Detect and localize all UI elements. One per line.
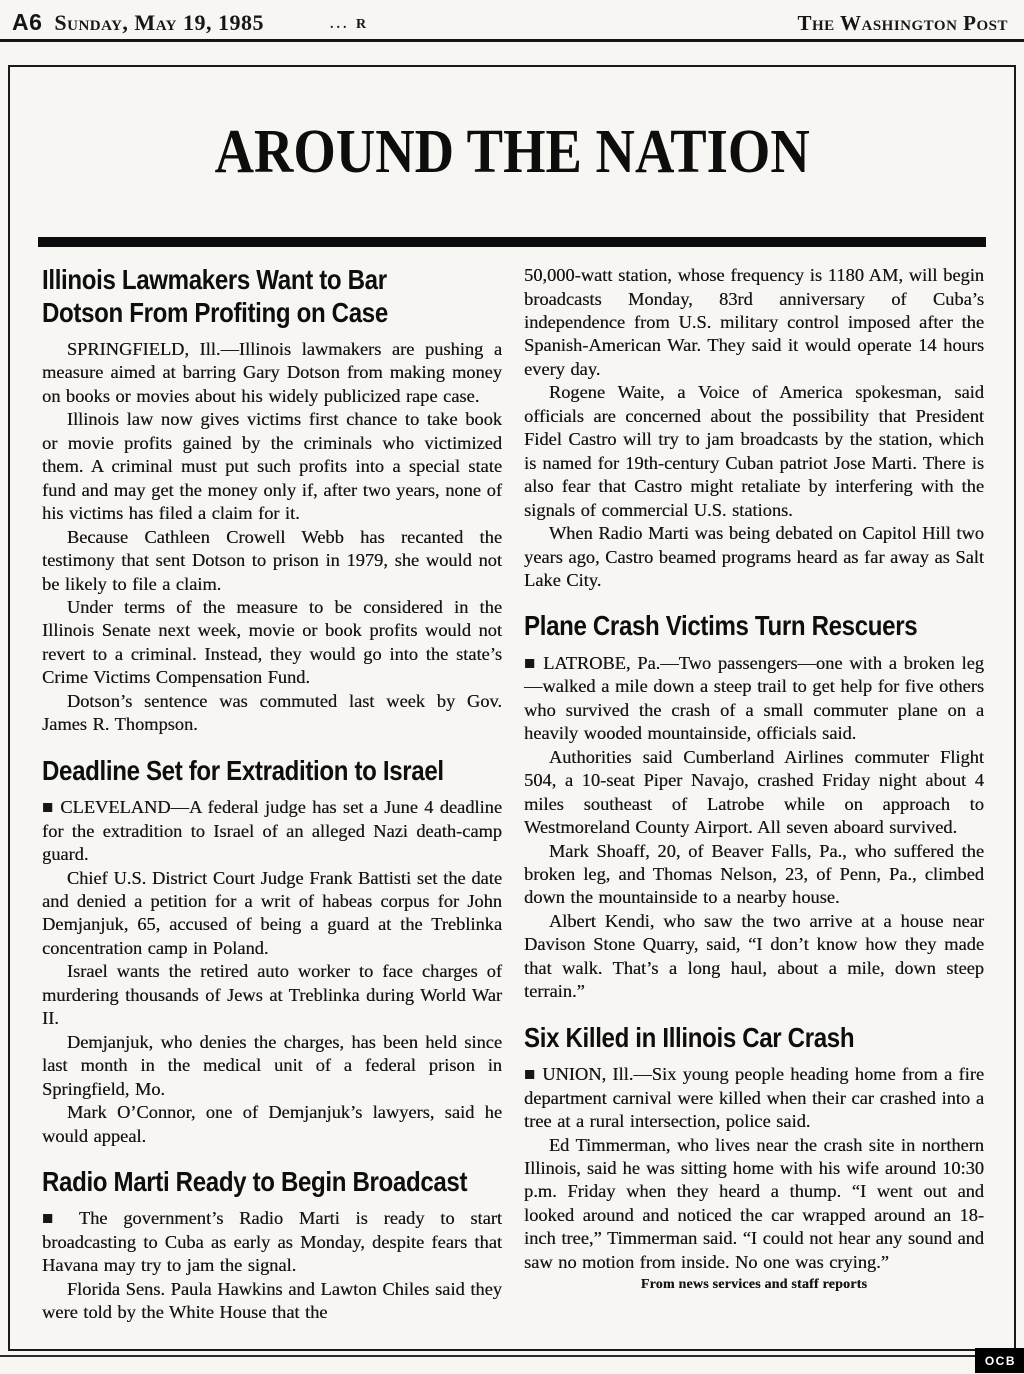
title-divider <box>38 237 986 247</box>
story-paragraph: Authorities said Cumberland Airlines commuter Flight 504, a 10-seat Piper Navajo, crashed Friday night about 4 miles southeast of Latrobe while on approach to Westmoreland County Airport. All seven aboard survived. <box>524 746 984 838</box>
story-headline <box>524 1022 984 1054</box>
story-lead-paragraph: ■ UNION, Ill.—Six young people heading home from a fire department carnival were killed when their car crashed into a tree at a rural intersection, police said. <box>524 1064 984 1132</box>
masthead <box>0 0 1024 36</box>
right-column <box>524 262 984 1325</box>
story-headline-line: Illinois Lawmakers Want to Bar <box>42 264 387 296</box>
story-paragraph: Chief U.S. District Court Judge Frank Battisti set the date and denied a petition for a writ of habeas corpus for John Demjanjuk, 65, accused of being a guard at the Treblinka concentration camp in Poland. <box>42 867 502 958</box>
masthead-divider <box>0 39 1024 42</box>
story-paragraph: Demjanjuk, who denies the charges, has been held since last month in the medical unit of a federal prison in Springfield, Mo. <box>42 1031 502 1099</box>
edition-mark: ... R <box>329 17 370 32</box>
story-headline-line: Dotson From Profiting on Case <box>42 296 388 328</box>
story-lead-paragraph: ■ The government’s Radio Marti is ready to start broadcasting to Cuba as early as Monday, despite fears that Havana may try to jam the signal. <box>42 1208 502 1276</box>
ocb-badge: OCB <box>975 1348 1024 1373</box>
story-paragraph: Ed Timmerman, who lives near the crash site in northern Illinois, said he was sitting home with his wife around 10:30 p.m. Friday when they heard a thump. “I went out and looked around and noticed the car wrapped around an 18-inch tree,” Timmerman said. “I could not hear any sound and saw no motion from inside. No one was crying.” <box>524 1134 984 1272</box>
masthead-left <box>12 9 369 36</box>
section-title-wrap <box>10 79 1014 224</box>
story-headline-line: Deadline Set for Extradition to Israel <box>42 754 444 786</box>
story-paragraph: SPRINGFIELD, Ill.—Illinois lawmakers are pushing a measure aimed at barring Gary Dotson from making money on books or movies about his widely publicized rape case. <box>42 339 502 406</box>
story-paragraph: When Radio Marti was being debated on Capitol Hill two years ago, Castro beamed programs heard as far away as Salt Lake City. <box>524 523 984 590</box>
story-paragraph: 50,000-watt station, whose frequency is 1180 AM, will begin broadcasts Monday, 83rd anniversary of Cuba’s independence from U.S. military control imposed after the Spanish-American War. They said it would operate 14 hours every day. <box>524 265 984 379</box>
section-box <box>8 65 1016 1351</box>
page-bottom-divider <box>0 1355 1024 1357</box>
left-column <box>42 262 502 1325</box>
story-paragraph: Israel wants the retired auto worker to face charges of murdering thousands of Jews at Treblinka during World War II. <box>42 961 502 1029</box>
story-headline-line: Six Killed in Illinois Car Crash <box>524 1021 855 1053</box>
date: Sunday, May 19, 1985 <box>54 10 264 35</box>
story-paragraph: Albert Kendi, who saw the two arrive at a house near Davison Stone Quarry, said, “I don’t know how they made that walk. That’s a long haul, about a mile, down steep terrain.” <box>524 910 984 1002</box>
story-paragraph: Mark O’Connor, one of Demjanjuk’s lawyers, said he would appeal. <box>42 1102 502 1146</box>
story-paragraph: Under terms of the measure to be considered in the Illinois Senate next week, movie or book profits would not revert to a criminal. Instead, they would go into the state’s Crime Victims Compensation Fund. <box>42 596 502 688</box>
story-headline <box>524 610 984 642</box>
story-paragraph: Because Cathleen Crowell Webb has recanted the testimony that sent Dotson to prison in 1979, she would not be likely to file a claim. <box>42 526 502 594</box>
story-headline <box>42 264 502 329</box>
story-headline-line: Radio Marti Ready to Begin Broadcast <box>42 1165 468 1197</box>
credit-line: From news services and staff reports <box>640 1277 868 1293</box>
story-paragraph: Florida Sens. Paula Hawkins and Lawton Chiles said they were told by the White House that the <box>42 1278 502 1323</box>
story-lead-paragraph: ■ CLEVELAND—A federal judge has set a June 4 deadline for the extradition to Israel of an alleged Nazi death-camp guard. <box>42 797 502 865</box>
story-headline <box>42 755 502 787</box>
story-headline <box>42 1166 502 1198</box>
story-paragraph: Mark Shoaff, 20, of Beaver Falls, Pa., who suffered the broken leg, and Thomas Nelson, 23, of Penn, Pa., climbed down the mountainside to a nearby house. <box>524 840 984 908</box>
story-headline-line: Plane Crash Victims Turn Rescuers <box>524 610 918 642</box>
article-columns <box>10 247 1014 1325</box>
newspaper-name: The Washington Post <box>797 11 1008 35</box>
story-paragraph: Dotson’s sentence was commuted last week by Gov. James R. Thompson. <box>42 690 502 735</box>
section-title: AROUND THE NATION <box>214 117 810 186</box>
story-lead-paragraph: ■ LATROBE, Pa.—Two passengers—one with a broken leg—walked a mile down a steep trail to get help for five others who survived the crash of a small commuter plane on a heavily wooded mountainside, officials said. <box>524 652 984 744</box>
story-paragraph: Rogene Waite, a Voice of America spokesman, said officials are concerned about the possibility that President Fidel Castro will try to jam broadcasts by the station, which is named for 19th-century Cuban patriot Jose Marti. There is also fear that Castro might retaliate by interfering with the signals of commercial U.S. stations. <box>524 382 984 520</box>
story-paragraph: Illinois law now gives victims first chance to take book or movie profits gained by the criminals who victimized them. A criminal must put such profits into a special state fund and may get the money only if, after two years, none of his victims has filed a claim for it. <box>42 409 502 524</box>
page-number: A6 <box>12 9 43 35</box>
